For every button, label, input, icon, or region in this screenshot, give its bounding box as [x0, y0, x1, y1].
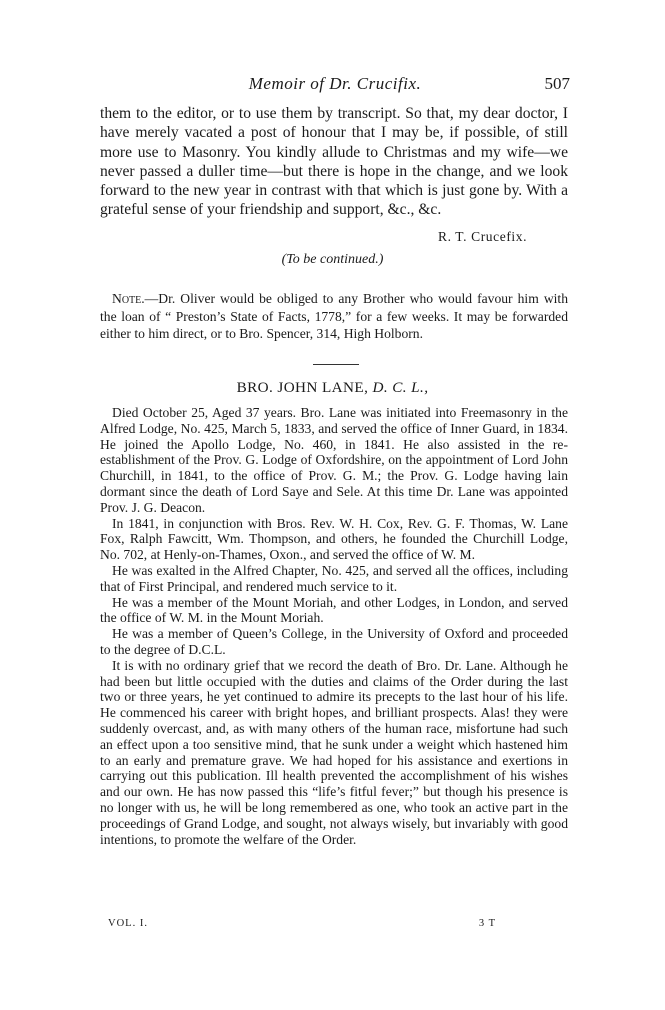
page-footer [108, 918, 496, 932]
article-paragraph: He was a member of Queen’s College, in the University of Oxford and proceeded to the degree of D.C.L. [100, 626, 568, 657]
signature: R. T. Crucefix. [438, 229, 528, 244]
note-paragraph [100, 290, 568, 343]
signature-mark: 3 T [478, 918, 496, 929]
article-paragraph: In 1841, in conjunction with Bros. Rev. W. H. Cox, Rev. G. F. Thomas, W. Lane Fox, Ralph Fawcitt, Wm. Thompson, and others, he founded the Churchill Lodge, No. 702, at Henly-on-Thames, Oxon., and served the office of W. M. [100, 515, 568, 563]
running-title: Memoir of Dr. Crucifix. [248, 74, 422, 93]
page-number: 507 [544, 74, 570, 93]
heading-degree: D. C. L., [372, 379, 429, 396]
note-label: Note. [112, 291, 145, 306]
heading-name: BRO. JOHN LANE, [236, 379, 369, 396]
note-text: —Dr. Oliver would be obliged to any Brother who would favour him with the loan of “ Preston’s State of Facts, 1778,” for a few weeks. It may be forwarded either to him direct, or to Bro. Spencer, 314, High Holborn. [100, 291, 568, 342]
article-paragraph: He was exalted in the Alfred Chapter, No. 425, and served all the offices, including that of First Principal, and rendered much service to it. [100, 562, 568, 594]
article-paragraph: It is with no ordinary grief that we record the death of Bro. Dr. Lane. Although he had been but little occupied with the duties and claims of the Order during the last two or three years, he yet continued to admire its precepts to the last hour of his life. He commenced his career with bright hopes, and brilliant prospects. Alas! they were suddenly overcast, and, as with many others of the human race, misfortune had such an effect upon a too sensitive mind, that he sunk under a weight which hastened him to an early and premature grave. We had hoped for his assistance and exertions in carrying out this publication. Ill health prevented the accomplishment of his wishes and our own. He has now passed this “life’s fitful fever;” but though his presence is no longer with us, he will be long remembered as one, who took an active part in the proceedings of Grand Lodge, and sought, not always wisely, but invariably with good intentions, to promote the welfare of the Order. [100, 657, 568, 847]
article-paragraph: He was a member of the Mount Moriah, and other Lodges, in London, and served the office of W. M. in the Mount Moriah. [100, 594, 568, 626]
note-block [100, 290, 568, 343]
article-heading [0, 379, 665, 397]
page-header [100, 74, 570, 98]
volume-mark: VOL. I. [108, 918, 148, 929]
letter-text: them to the editor, or to use them by transcript. So that, my dear doctor, I have merely vacated a post of honour that I may be, if possible, of still more use to Masonry. You kindly allude to Christmas and my wife—we never passed a duller time—but there is hope in the change, and we look forward to the new year in contrast with that which is just gone by. With a grateful sense of your friendship and support, &c., &c. [100, 105, 568, 219]
article-paragraph: Died October 25, Aged 37 years. Bro. Lane was initiated into Freemasonry in the Alfred Lodge, No. 425, March 5, 1833, and served the office of Inner Guard, in 1834. He joined the Apollo Lodge, No. 460, in 1841. He also assisted in the re-establishment of the Prov. G. Lodge of Oxfordshire, on the appointment of Lord John Churchill, in 1841, to the office of Prov. G. M.; the Prov. G. Lodge having lain dormant since the death of Lord Saye and Sele. At this time Dr. Lane was appointed Prov. J. G. Deacon. [100, 405, 568, 515]
article-body [100, 405, 568, 847]
section-divider [313, 364, 359, 365]
continued-notice: (To be continued.) [281, 252, 384, 267]
